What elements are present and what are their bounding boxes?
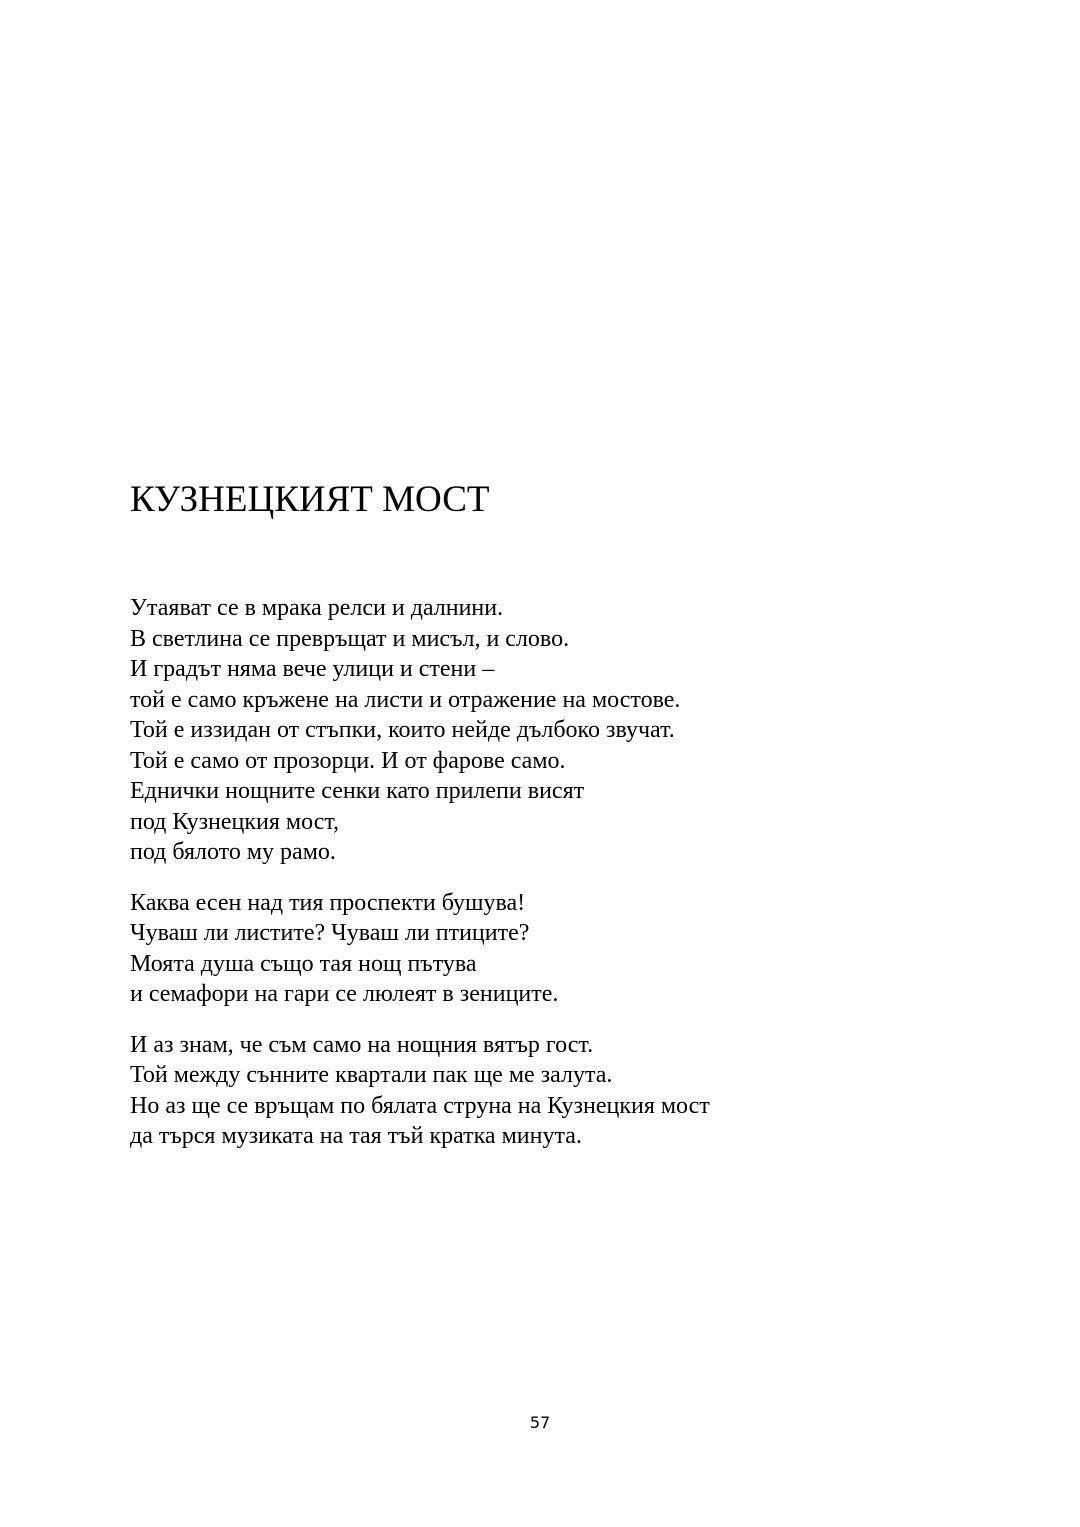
poem-line: и семафори на гари се люлеят в зениците. [130,981,559,1007]
poem-line: Но аз ще се връщам по бялата струна на Кузнецкия мост [130,1092,710,1119]
poem-line: той е само кръжене на листи и отражение на мостове. [130,686,681,713]
poem-line: Еднички нощните сенки като прилепи висят [130,778,585,804]
poem-line: Каква есен над тия проспекти бушува! [130,889,526,916]
stanza-2 [130,888,950,1010]
poem-line: под Кузнецкия мост, [130,808,340,835]
poem-line: Чуваш ли листите? Чуваш ли птиците? [130,920,530,946]
poem-line: да търся музиката на тая тъй кратка минута. [130,1123,582,1149]
poem-line: под бялото му рамо. [130,839,336,865]
poem-line: Той е само от прозорци. И от фарове само. [130,747,566,774]
poem-line: Утаяват се в мрака релси и далнини. [130,595,504,621]
poem-title: КУЗНЕЦКИЯТ МОСТ [130,479,490,520]
stanza-3 [130,1030,950,1152]
page-number: 57 [529,1413,551,1432]
poem-line: Моята душа също тая нощ пътува [130,950,477,977]
poem-body [130,593,950,1172]
stanza-1 [130,593,950,868]
poem-line: Той е иззидан от стъпки, които нейде дълбоко звучат. [130,717,675,743]
poem-line: И градът няма вече улици и стени – [130,656,495,682]
poem-line: Той между сънните квартали пак ще ме залута. [130,1062,613,1088]
poem-line: И аз знам, че съм само на нощния вятър гост. [130,1031,594,1058]
poem-line: В светлина се превръщат и мисъл, и слово. [130,625,570,652]
